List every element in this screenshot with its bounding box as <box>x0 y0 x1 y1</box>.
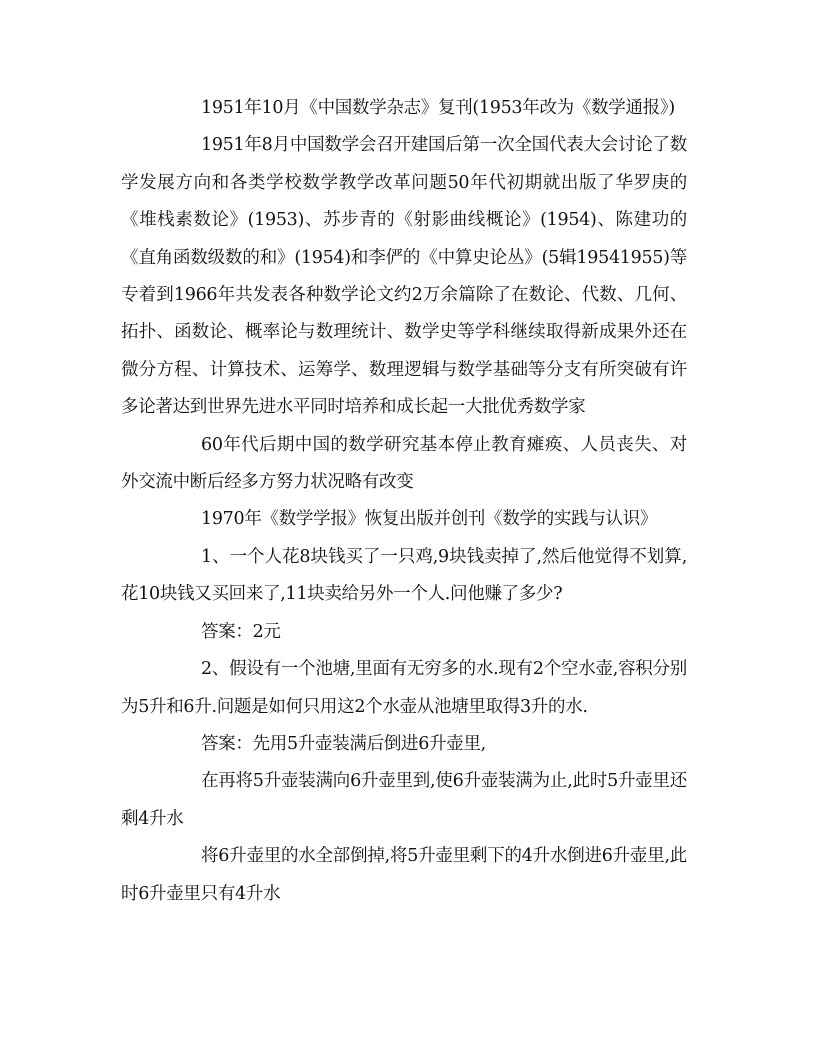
question-2-water-jugs: 2、假设有一个池塘,里面有无穷多的水.现有2个空水壶,容积分别为5升和6升.问题是如何只用这2个水壶从池塘里取得3升的水. <box>121 659 687 717</box>
answer-1: 答案：2元 <box>201 621 281 642</box>
answer-2-step-1: 答案：先用5升壶装满后倒进6升壶里, <box>201 733 486 754</box>
paragraph-1970-journals: 1970年《数学学报》恢复出版并创刊《数学的实践与认识》 <box>201 509 658 530</box>
paragraph-math-society-congress: 1951年8月中国数学会召开建国后第一次全国代表大会讨论了数学发展方向和各类学校数学教学改革问题50年代初期就出版了华罗庚的《堆栈素数论》(1953)、苏步青的《射影曲线概论》(1954)、陈建功的《直角函数级数的和》(1954)和李俨的《中算史论丛》(5辑19541955)等专着到1966年共发表各种数学论文约2万余篇除了在数论、代数、几何、拓扑、函数论、概率论与数理统计、数学史等学科继续取得新成果外还在微分方程、计算技术、运筹学、数理逻辑与数学基础等分支有所突破有许多论著达到世界先进水平同时培养和成长起一大批优秀数学家 <box>121 135 687 418</box>
question-1-chicken: 1、一个人花8块钱买了一只鸡,9块钱卖掉了,然后他觉得不划算,花10块钱又买回来了,11块卖给另外一个人.问他赚了多少? <box>121 546 687 605</box>
paragraph-late-60s-research: 60年代后期中国的数学研究基本停止教育瘫痪、人员丧失、对外交流中断后经多方努力状况略有改变 <box>121 434 687 493</box>
document-page <box>121 90 687 913</box>
answer-2-step-3: 将6升壶里的水全部倒掉,将5升壶里剩下的4升水倒进6升壶里,此时6升壶里只有4升水 <box>121 846 687 904</box>
answer-2-step-2: 在再将5升壶装满向6升壶里到,使6升壶装满为止,此时5升壶里还剩4升水 <box>121 771 687 829</box>
paragraph-journal-revival: 1951年10月《中国数学杂志》复刊(1953年改为《数学通报》) <box>201 98 675 118</box>
